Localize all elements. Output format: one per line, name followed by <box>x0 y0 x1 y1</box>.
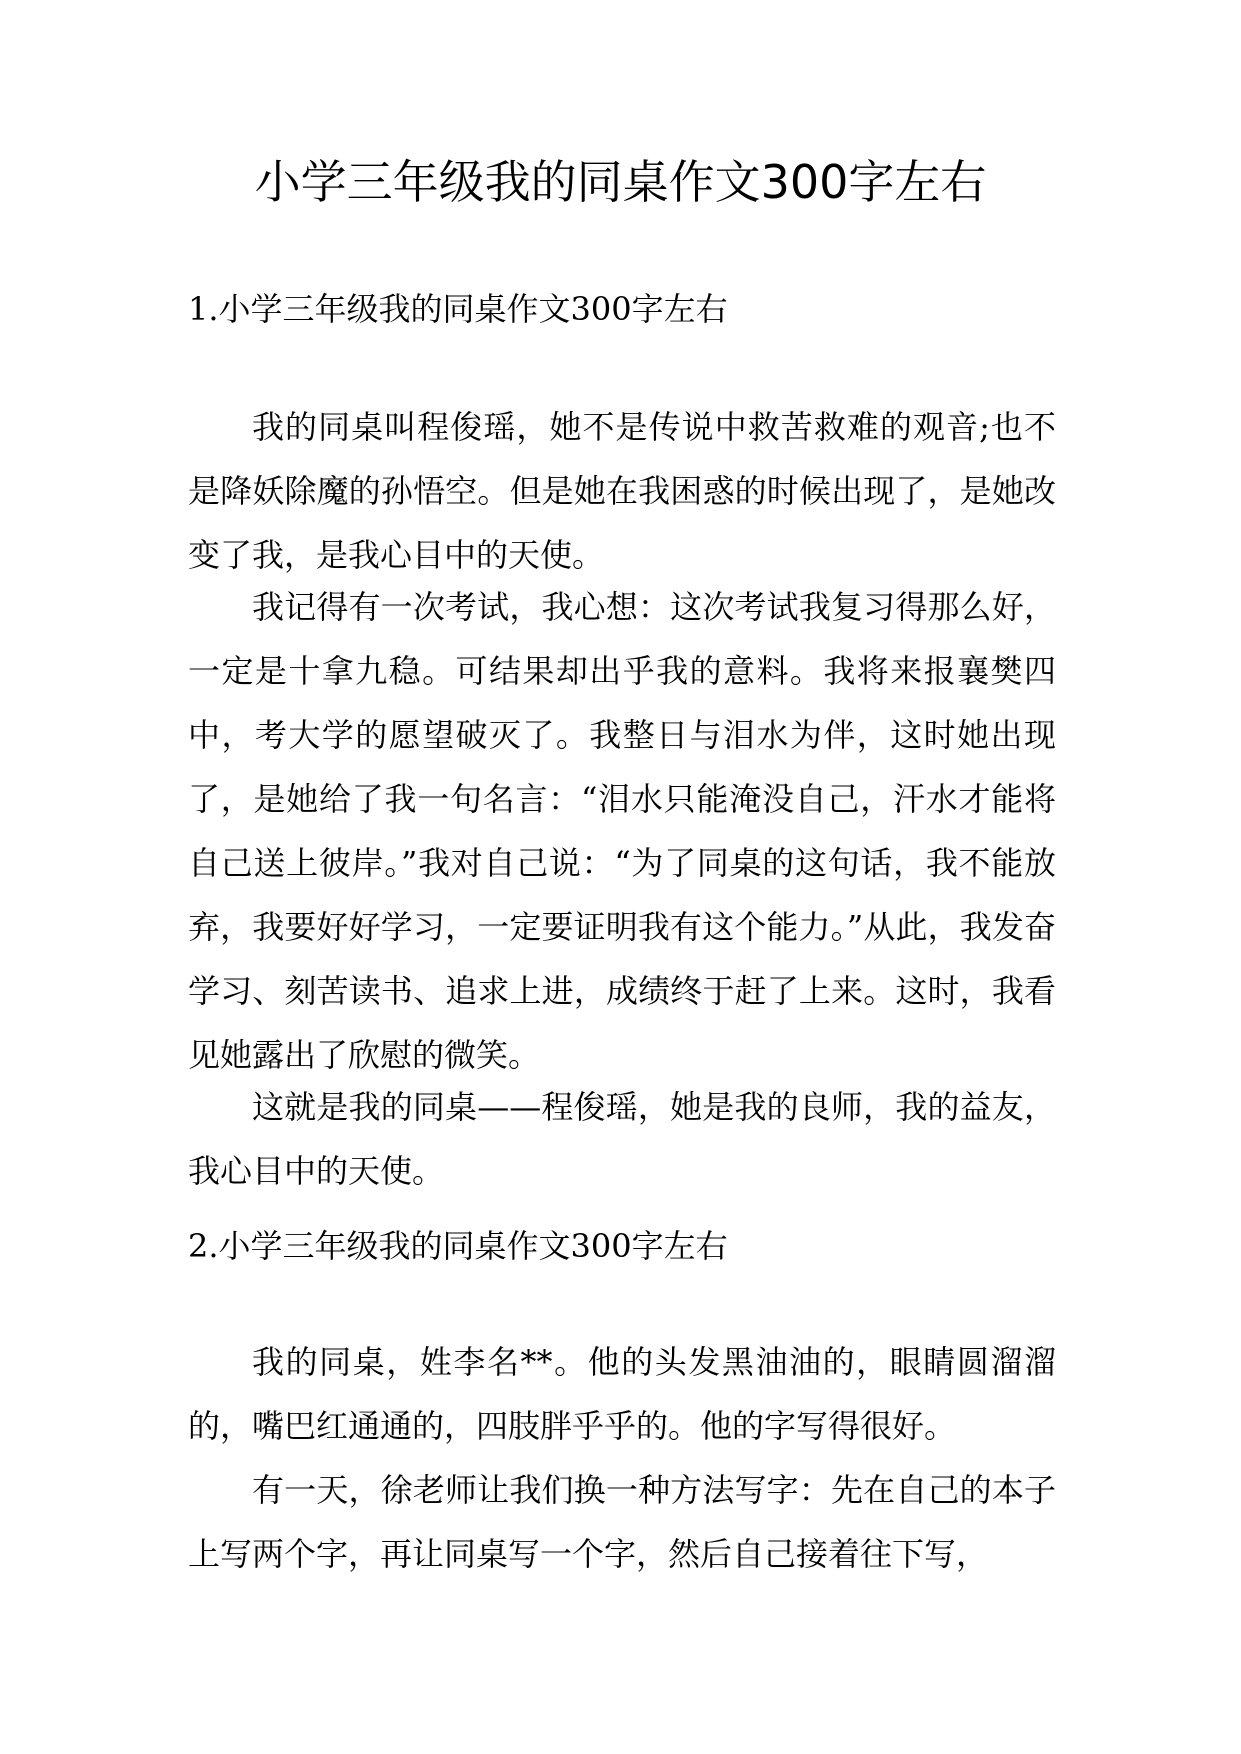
paragraph: 我记得有一次考试，我心想：这次考试我复习得那么好，一定是十拿九稳。可结果却出乎我的意料。我将来报襄樊四中，考大学的愿望破灭了。我整日与泪水为伴，这时她出现了，是她给了我一句名言：“泪水只能淹没自己，汗水才能将自己送上彼岸。”我对自己说：“为了同桌的这句话，我不能放弃，我要好好学习，一定要证明我有这个能力。”从此，我发奋学习、刻苦读书、追求上进，成绩终于赶了上来。这时，我看见她露出了欣慰的微笑。 <box>188 588 1056 1074</box>
document-title: 小学三年级我的同桌作文300字左右 <box>254 155 987 209</box>
paragraph: 有一天，徐老师让我们换一种方法写字：先在自己的本子上写两个字，再让同桌写一个字，然后自己接着往下写， <box>188 1471 1056 1573</box>
section-heading: 2.小学三年级我的同桌作文300字左右 <box>188 1227 728 1265</box>
paragraph: 我的同桌叫程俊瑶，她不是传说中救苦救难的观音;也不是降妖除魔的孙悟空。但是她在我困惑的时候出现了，是她改变了我，是我心目中的天使。 <box>188 408 1056 574</box>
section-heading: 1.小学三年级我的同桌作文300字左右 <box>188 290 728 328</box>
paragraph: 我的同桌，姓李名**。他的头发黑油油的，眼睛圆溜溜的，嘴巴红通通的，四肢胖乎乎的。他的字写得很好。 <box>188 1343 1056 1445</box>
paragraph: 这就是我的同桌——程俊瑶，她是我的良师，我的益友，我心目中的天使。 <box>188 1088 1056 1190</box>
